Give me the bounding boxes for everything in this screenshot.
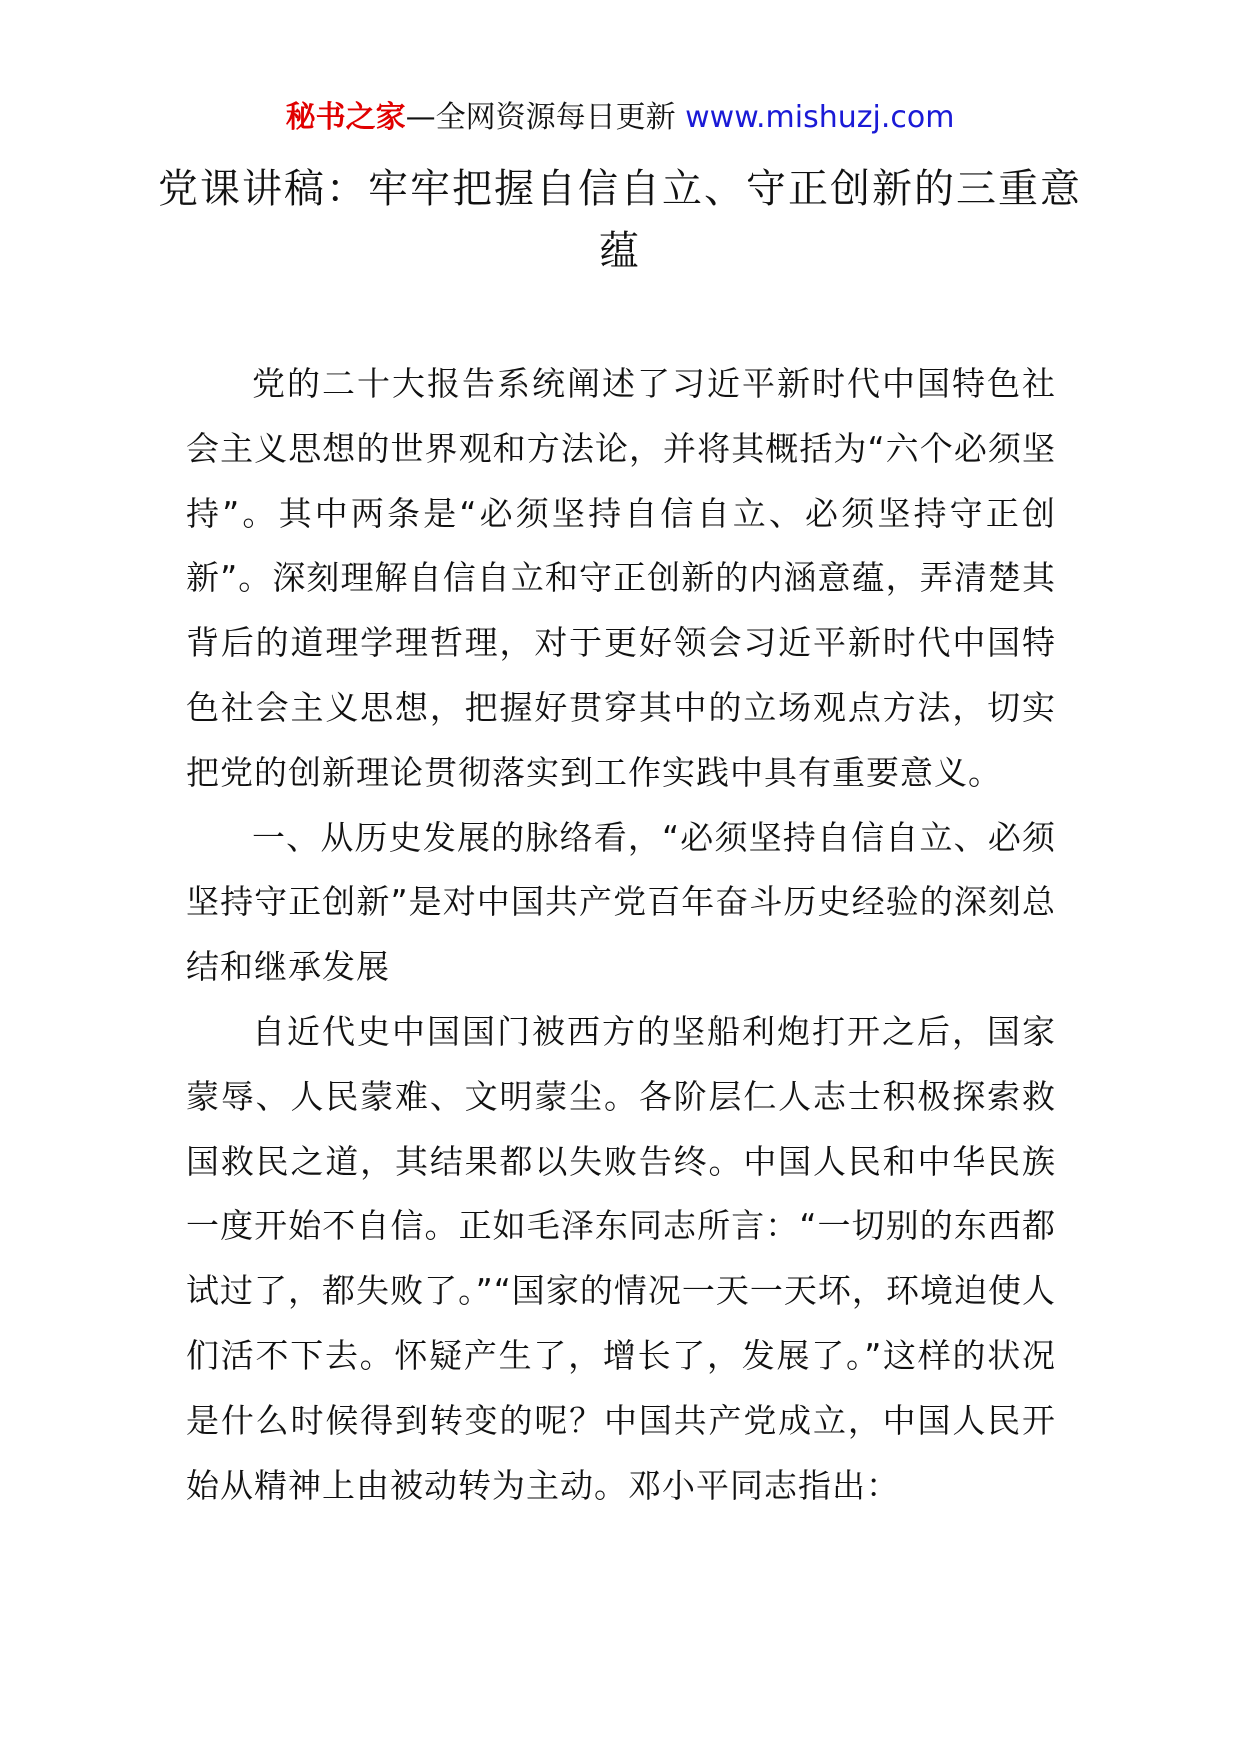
document-title: 党课讲稿：牢牢把握自信自立、守正创新的三重意蕴 [158,166,1082,274]
header-url-link[interactable]: www.mishuzj.com [685,100,955,135]
brand-name: 秘书之家 [285,100,406,135]
paragraph-history: 自近代史中国国门被西方的坚船利炮打开之后，国家蒙辱、人民蒙难、文明蒙尘。各阶层仁人志士积极探索救国救民之道，其结果都以失败告终。中国人民和中华民族一度开始不自信。正如毛泽东同志所言：“一切别的东西都试过了，都失败了。”“国家的情况一天一天坏，环境迫使人们活不下去。怀疑产生了，增长了，发展了。”这样的状况是什么时候得到转变的呢？中国共产党成立，中国人民开始从精神上由被动转为主动。邓小平同志指出： [186,1011,1056,1505]
paragraph-intro: 党的二十大报告系统阐述了习近平新时代中国特色社会主义思想的世界观和方法论，并将其概括为“六个必须坚持”。其中两条是“必须坚持自信自立、必须坚持守正创新”。深刻理解自信自立和守正创新的内涵意蕴，弄清楚其背后的道理学理哲理，对于更好领会习近平新时代中国特色社会主义思想，把握好贯穿其中的立场观点方法，切实把党的创新理论贯彻落实到工作实践中具有重要意义。 [186,364,1056,792]
site-header [0,98,1240,138]
header-tagline: —全网资源每日更新 [405,100,686,135]
section-heading-1: 一、从历史发展的脉络看，“必须坚持自信自立、必须坚持守正创新”是对中国共产党百年奋斗历史经验的深刻总结和继承发展 [186,817,1056,987]
document-body [186,352,1056,1518]
